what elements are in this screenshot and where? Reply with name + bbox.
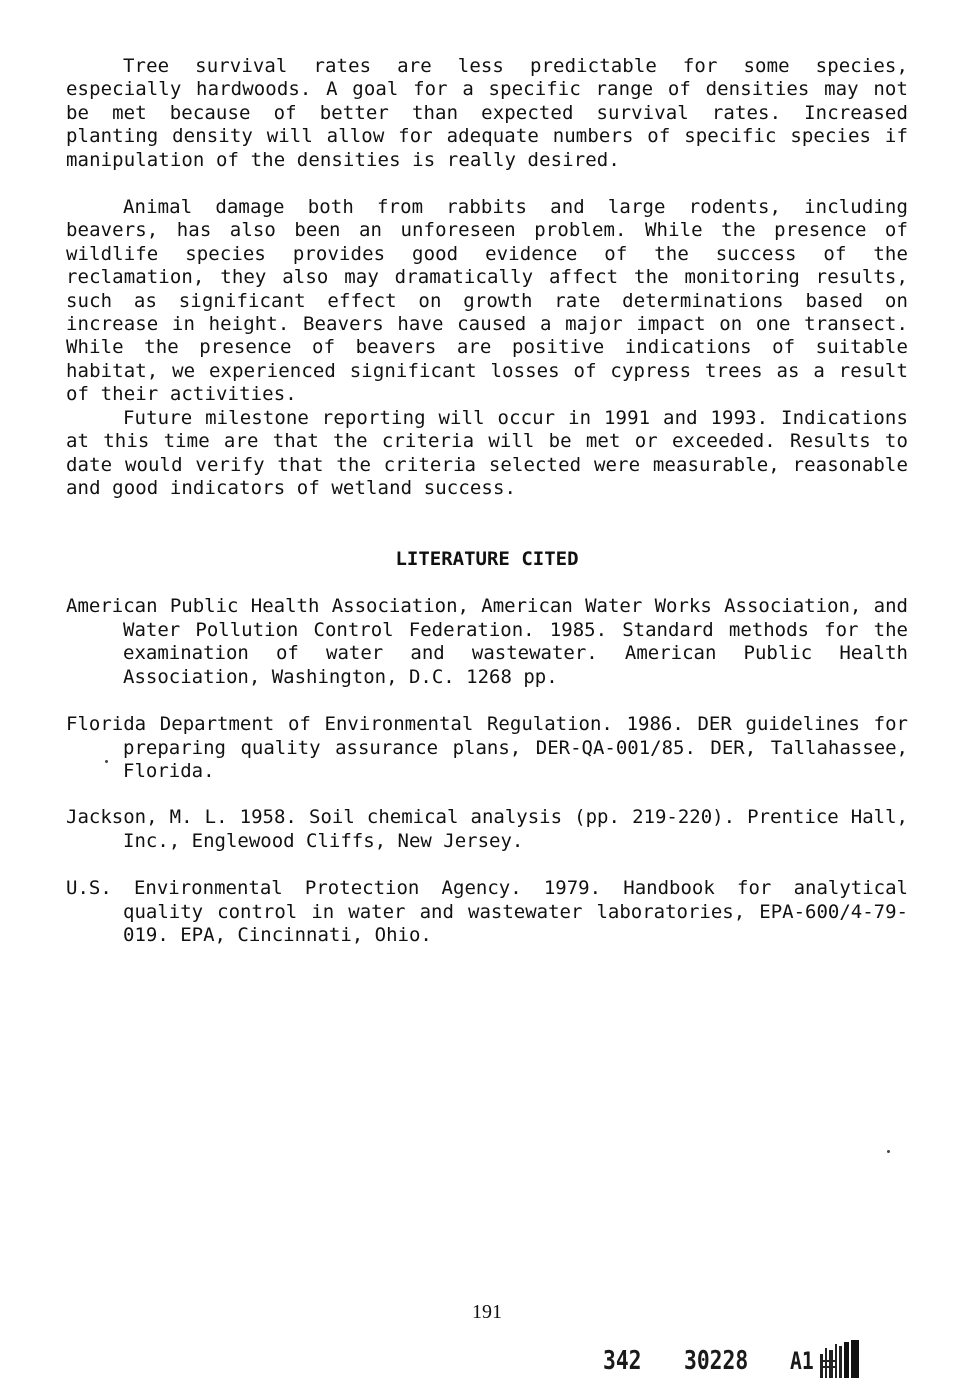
archive-stamp-code: 342 — [603, 1346, 642, 1376]
scan-speck — [105, 760, 108, 763]
archive-stamp-code: 30228 — [684, 1346, 749, 1376]
scan-speck — [887, 1150, 890, 1153]
body-paragraph-future-milestones: Future milestone reporting will occur in 1991 and 1993. Indications at this time are that the criteria will be met or exceeded. Results to date would verify that the criteria selected were measurable, reasonable and good indicators of wetland success. — [66, 407, 908, 500]
body-paragraph-tree-survival: Tree survival rates are less predictable for some species, especially hardwoods. A goal for a specific range of densities may not be met because of better than expected survival rates. Increased planting density will allow for adequate numbers of specific species if manipulation of the densities is really desired. — [66, 55, 908, 171]
literature-cited-heading: LITERATURE CITED — [395, 548, 579, 570]
reference-jackson: Jackson, M. L. 1958. Soil chemical analysis (pp. 219-220). Prentice Hall, Inc., Englewood Cliffs, New Jersey. — [66, 806, 908, 852]
body-paragraph-animal-damage: Animal damage both from rabbits and large rodents, including beavers, has also been an unforeseen problem. While the presence of wildlife species provides good evidence of the success of the reclamation, they also may dramatically affect the monitoring results, such as significant effect on growth rate determinations based on increase in height. Beavers have caused a major impact on one transect. While the presence of beavers are positive indications of suitable habitat, we experienced significant losses of cypress trees as a result of their activities. — [66, 196, 908, 406]
archive-barcode-icon — [820, 1340, 862, 1378]
reference-us-epa: U.S. Environmental Protection Agency. 1979. Handbook for analytical quality control in water and wastewater laboratories, EPA-600/4-79-019. EPA, Cincinnati, Ohio. — [66, 877, 908, 947]
archive-stamp-code: A1 — [790, 1347, 814, 1375]
reference-florida-der: Florida Department of Environmental Regulation. 1986. DER guidelines for preparing quality assurance plans, DER-QA-001/85. DER, Tallahassee, Florida. — [66, 713, 908, 783]
page-number: 191 — [472, 1301, 502, 1323]
reference-apha: American Public Health Association, American Water Works Association, and Water Pollution Control Federation. 1985. Standard methods for the examination of water and wastewater. American Public Health Association, Washington, D.C. 1268 pp. — [66, 595, 908, 688]
